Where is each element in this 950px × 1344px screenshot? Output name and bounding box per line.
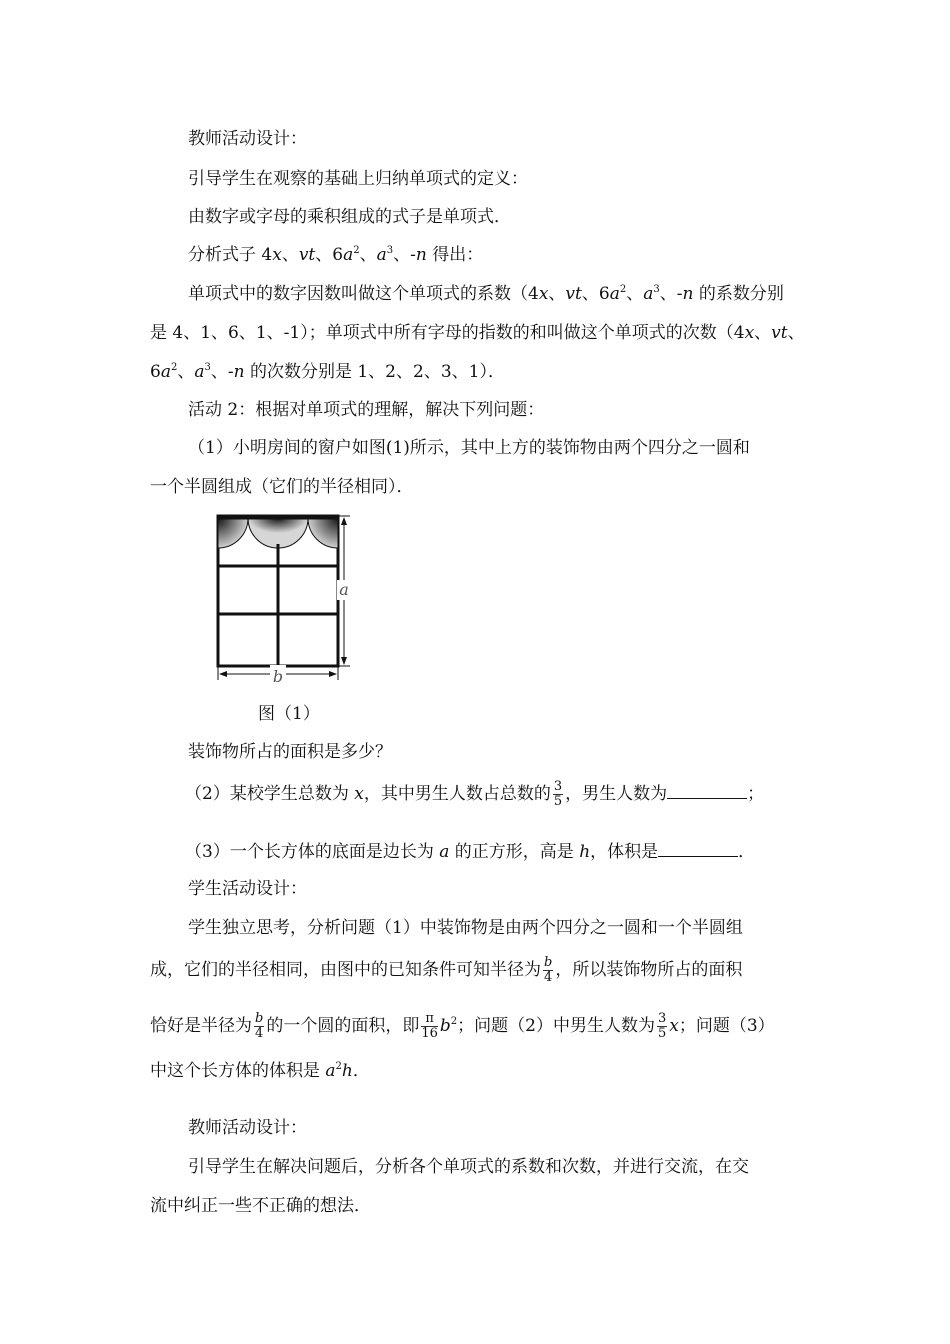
fraction-3-5 xyxy=(553,780,563,809)
s1-line3-mid1: 的一个圆的面积，即 xyxy=(266,1016,420,1036)
question3 xyxy=(185,841,755,863)
s1-line3-mid2: ；问题（2）中男生人数为 xyxy=(457,1016,655,1036)
teacher2-line1: 引导学生在解决问题后，分析各个单项式的系数和次数，并进行交流，在交 xyxy=(188,1157,749,1177)
teacher2-line2: 流中纠正一些不正确的想法． xyxy=(150,1196,371,1216)
heading-teacher-activity-2: 教师活动设计： xyxy=(188,1118,307,1138)
frac-den: 5 xyxy=(657,1026,667,1041)
paragraph-coefficient-line1 xyxy=(188,283,784,305)
q3-mid: 的正方形，高是 xyxy=(449,842,580,862)
question1-line1: （1）小明房间的窗户如图(1)所示，其中上方的装饰物由两个四分之一圆和 xyxy=(188,438,750,458)
frac-den: 4 xyxy=(255,1026,264,1041)
paragraph-analyze xyxy=(188,244,483,266)
answer-blank[interactable] xyxy=(667,784,747,799)
monomial-list: $6a^2$、$a^3$、-n xyxy=(150,362,245,382)
var-h: h xyxy=(579,842,591,862)
student-line3: 恰好是半径为 $\frac{b}{4}$ 的一个圆的面积，即 $\frac{\pi}{16}$ $b^2$；问题（2）中男生人数为 $\frac{3}{5}$ x；问题（3） xyxy=(150,1011,775,1041)
q3-prefix: （3）一个长方体的底面是边长为 xyxy=(185,842,440,862)
heading-teacher-activity: 教师活动设计： xyxy=(188,129,307,149)
window-figure xyxy=(206,508,356,688)
monomial-list: 4x、vt、$6a^2$、$a^3$、-n xyxy=(528,284,694,304)
label-a: a xyxy=(339,580,349,599)
paragraph-coefficient-line3 xyxy=(150,361,505,383)
s1-line3-prefix: 恰好是半径为 xyxy=(150,1016,252,1036)
fraction-b-4 xyxy=(543,956,553,985)
heading-student-activity: 学生活动设计： xyxy=(188,879,307,899)
frac-num: 3 xyxy=(553,779,563,794)
var-b: b xyxy=(439,1016,451,1036)
question2 xyxy=(185,780,764,809)
s1-line4-prefix: 中这个长方体的体积是 xyxy=(150,1061,326,1081)
paragraph-definition: 由数字或字母的乘积组成的式子是单项式． xyxy=(188,207,511,227)
frac-den: 5 xyxy=(553,794,563,809)
frac-num: b xyxy=(544,955,553,970)
student-line1: 学生独立思考，分析问题（1）中装饰物是由两个四分之一圆和一个半圆组 xyxy=(188,918,743,938)
s1-line2-prefix: 成，它们的半径相同，由图中的已知条件可知半径为 xyxy=(150,960,541,980)
q2-prefix: （2）某校学生总数为 xyxy=(185,784,355,804)
student-line2 xyxy=(150,956,742,985)
s1-line3-suffix: ；问题（3） xyxy=(678,1016,775,1036)
analyze-prefix: 分析式子 xyxy=(188,245,262,265)
frac-num: π xyxy=(425,1011,434,1026)
var-a: a xyxy=(439,842,450,862)
q2-suffix: ，男生人数为 xyxy=(565,784,668,804)
frac-den: 4 xyxy=(544,970,553,985)
degree-suffix: 的次数分别是 1、2、2、3、1）． xyxy=(244,362,505,382)
frac-num: 3 xyxy=(657,1011,667,1026)
s1-line4-suffix: ． xyxy=(352,1061,370,1081)
q3-end: ． xyxy=(738,842,756,862)
coef-line2-prefix: 是 4、1、6、1、-1）；单项式中所有字母的指数的和叫做这个单项式的次数（ xyxy=(150,323,734,343)
q2-end: ； xyxy=(747,784,765,804)
question1-line2: 一个半圆组成（它们的半径相同）． xyxy=(150,477,414,497)
coef-suffix: 的系数分别 xyxy=(693,284,784,304)
analyze-suffix: 得出： xyxy=(426,245,484,265)
monomial-list: 4x、vt、$6a^2$、$a^3$、-n xyxy=(261,245,427,265)
question1-ask: 装饰物所占的面积是多少？ xyxy=(188,742,392,762)
coef-prefix: 单项式中的数字因数叫做这个单项式的系数（ xyxy=(188,284,528,304)
q2-mid: ，其中男生人数占总数的 xyxy=(363,784,551,804)
s1-line2-suffix: ，所以装饰物所占的面积 xyxy=(555,960,743,980)
figure-caption: 图（1） xyxy=(258,704,320,724)
fraction-b-4 xyxy=(254,1012,264,1041)
frac-num: b xyxy=(255,1011,264,1026)
answer-blank[interactable] xyxy=(658,842,738,857)
paragraph-guide: 引导学生在观察的基础上归纳单项式的定义： xyxy=(188,169,528,189)
q3-suffix: ，体积是 xyxy=(590,842,659,862)
dimension-b xyxy=(218,665,338,686)
paragraph-coefficient-line2 xyxy=(150,322,805,344)
fraction-3-5 xyxy=(657,1012,667,1041)
fraction-pi-16 xyxy=(421,1012,438,1041)
label-b: b xyxy=(272,667,284,686)
paragraph-activity2: 活动 2：根据对单项式的理解，解决下列问题： xyxy=(188,400,545,420)
student-line4 xyxy=(150,1060,370,1082)
frac-den: 16 xyxy=(421,1026,438,1041)
monomial-list: 4x、vt、 xyxy=(733,323,805,343)
var-x: x xyxy=(669,1016,679,1036)
var-x: x xyxy=(354,784,364,804)
volume-expression: $a^2h$ xyxy=(325,1061,353,1081)
